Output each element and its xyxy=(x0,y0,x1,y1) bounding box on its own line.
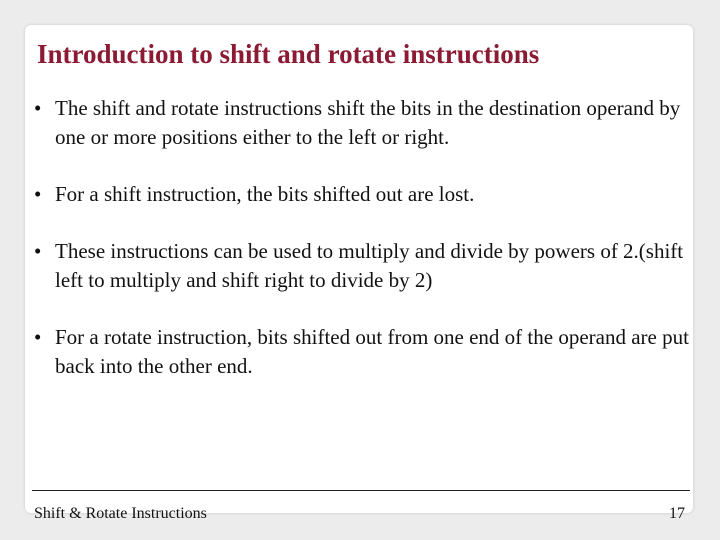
bullet-item xyxy=(34,323,714,381)
slide xyxy=(25,25,693,522)
bullet-marker: • xyxy=(34,182,42,206)
bullet-text: For a shift instruction, the bits shifted out are lost. xyxy=(55,182,475,206)
bullet-item xyxy=(34,94,714,152)
bullet-text: The shift and rotate instructions shift the bits in the destination operand by one or more positions either to the left or right. xyxy=(55,96,681,149)
footer-divider xyxy=(32,490,690,491)
footer-title: Shift & Rotate Instructions xyxy=(34,505,207,522)
slide-title: Introduction to shift and rotate instructions xyxy=(37,39,540,69)
bullet-marker: • xyxy=(34,96,42,120)
bullet-item xyxy=(34,180,714,209)
bullet-marker: • xyxy=(34,239,42,263)
bullet-text: These instructions can be used to multiply and divide by powers of 2.(shift left to multiply and shift right to divide by 2) xyxy=(55,239,684,292)
bullet-item xyxy=(34,237,714,295)
bullet-list xyxy=(34,94,714,409)
page-number: 17 xyxy=(669,505,685,522)
bullet-marker: • xyxy=(34,325,42,349)
bullet-text: For a rotate instruction, bits shifted out from one end of the operand are put back into the other end. xyxy=(55,325,689,378)
